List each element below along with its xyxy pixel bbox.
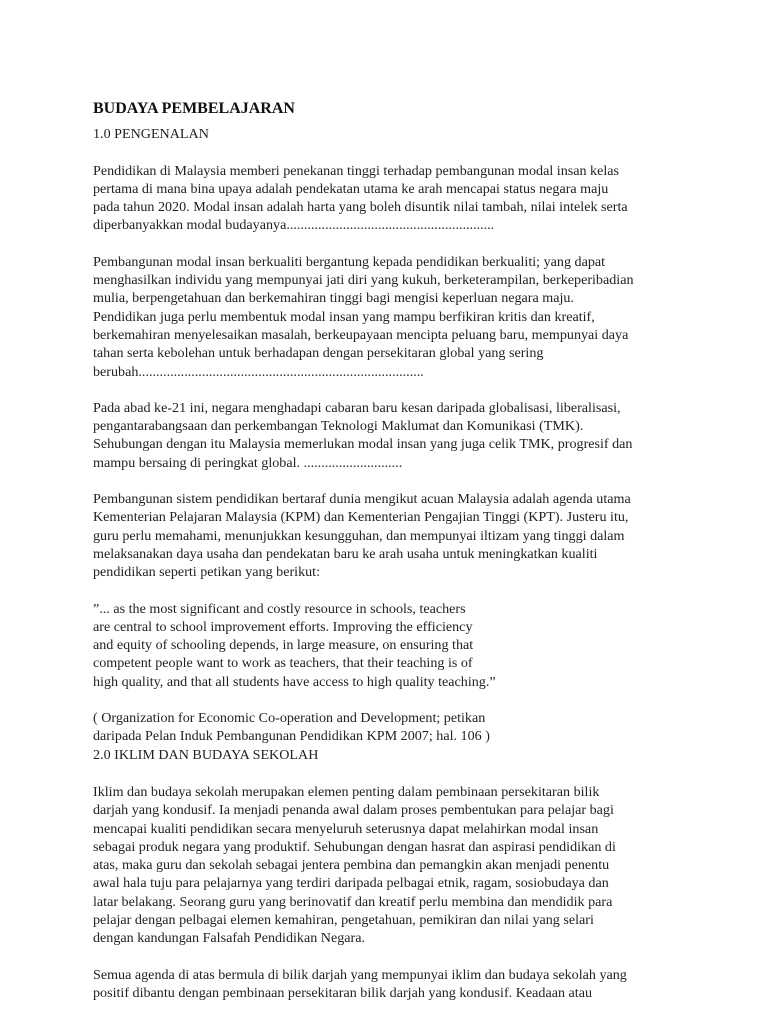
citation [93, 709, 693, 746]
paragraph-line: dengan kandungan Falsafah Pendidikan Negara. [93, 930, 365, 947]
paragraph-line: Iklim dan budaya sekolah merupakan elemen penting dalam pembinaan persekitaran bilik [93, 783, 600, 800]
paragraph-line: pelajar dengan pelbagai elemen kemahiran, pengetahuan, pemikiran dan nilai yang selari [93, 911, 594, 928]
paragraph-4 [93, 490, 693, 581]
paragraph-line: pendidikan seperti petikan yang berikut: [93, 564, 321, 581]
paragraph-line: Sehubungan dengan itu Malaysia memerlukan modal insan yang juga celik TMK, progresif dan [93, 436, 633, 453]
paragraph-line: awal hala tuju para pelajarnya yang terdiri daripada pelbagai etnik, ragam, sosiobudaya dan [93, 875, 609, 892]
citation-line: ( Organization for Economic Co-operation and Development; petikan [93, 710, 486, 727]
paragraph-3 [93, 399, 693, 472]
document-body [93, 100, 693, 1020]
paragraph-line: pertama di mana bina upaya adalah pendekatan utama ke arah mencapai status negara maju [93, 180, 609, 197]
paragraph-line: Pendidikan di Malaysia memberi penekanan tinggi terhadap pembangunan modal insan kelas [93, 162, 620, 179]
paragraph-line: mulia, berpengetahuan dan berkemahiran tinggi bagi mengisi keperluan negara maju. [93, 290, 574, 307]
paragraph-line: Pembangunan sistem pendidikan bertaraf dunia mengikut acuan Malaysia adalah agenda utama [93, 491, 631, 508]
paragraph-line: sebagai produk negara yang produktif. Sehubungan dengan hasrat dan aspirasi pendidikan di [93, 838, 616, 855]
section-heading-pengenalan: 1.0 PENGENALAN [93, 126, 209, 143]
paragraph-line: Kementerian Pelajaran Malaysia (KPM) dan Kementerian Pengajian Tinggi (KPT). Justeru itu, [93, 509, 629, 526]
paragraph-line: Pendidikan juga perlu membentuk modal insan yang mampu berfikiran kritis dan kreatif, [93, 308, 595, 325]
paragraph-line: mampu bersaing di peringkat global. ............................ [93, 454, 403, 471]
paragraph-line: melaksanakan daya usaha dan pendekatan baru ke arah usaha untuk meningkatkan kualiti [93, 545, 598, 562]
quote-line: and equity of schooling depends, in large measure, on ensuring that [93, 637, 474, 654]
paragraph-line: berubah................................................................................. [93, 363, 424, 380]
citation-line: daripada Pelan Induk Pembangunan Pendidikan KPM 2007; hal. 106 ) [93, 728, 490, 745]
quote-line: high quality, and that all students have access to high quality teaching.” [93, 673, 496, 690]
quote-line: competent people want to work as teachers, that their teaching is of [93, 655, 473, 672]
paragraph-line: Pada abad ke-21 ini, negara menghadapi cabaran baru kesan daripada globalisasi, liberalisasi, [93, 399, 621, 416]
paragraph-line: mencapai kualiti pendidikan secara menyeluruh seterusnya dapat melahirkan modal insan [93, 820, 599, 837]
paragraph-2 [93, 253, 693, 381]
paragraph-line: tahan serta kebolehan untuk berhadapan dengan persekitaran global yang sering [93, 345, 544, 362]
paragraph-line: atas, maka guru dan sekolah sebagai jentera pembina dan pemangkin akan menjadi penentu [93, 857, 610, 874]
paragraph-line: Pembangunan modal insan berkualiti bergantung kepada pendidikan berkualiti; yang dapat [93, 253, 606, 270]
paragraph-1 [93, 162, 693, 235]
paragraph-line: diperbanyakkan modal budayanya........................................................... [93, 217, 495, 234]
quote-line: ”... as the most significant and costly resource in schools, teachers [93, 600, 466, 617]
paragraph-line: darjah yang kondusif. Ia menjadi penanda awal dalam proses pembentukan para pelajar bagi [93, 802, 614, 819]
paragraph-line: berkemahiran menyelesaikan masalah, berkeupayaan mencipta peluang baru, mempunyai daya [93, 326, 629, 343]
paragraph-line: guru perlu memahami, menunjukkan kesungguhan, dan mempunyai iltizam yang tinggi dalam [93, 527, 625, 544]
paragraph-line: pengantarabangsaan dan perkembangan Teknologi Maklumat dan Komunikasi (TMK). [93, 418, 584, 435]
section-heading-iklim-budaya: 2.0 IKLIM DAN BUDAYA SEKOLAH [93, 746, 319, 763]
quotation [93, 600, 693, 691]
paragraph-line: Semua agenda di atas bermula di bilik darjah yang mempunyai iklim dan budaya sekolah yang [93, 966, 627, 983]
paragraph-line: menghasilkan individu yang mempunyai jati diri yang kukuh, berketerampilan, berkeperibadian [93, 272, 634, 289]
quote-line: are central to school improvement efforts. Improving the efficiency [93, 618, 473, 635]
paragraph-line: positif dibantu dengan pembinaan persekitaran bilik darjah yang kondusif. Keadaan atau [93, 984, 592, 1001]
paragraph-line: pada tahun 2020. Modal insan adalah harta yang boleh disuntik nilai tambah, nilai intelek serta [93, 199, 628, 216]
paragraph-6 [93, 966, 693, 1003]
document-title: BUDAYA PEMBELAJARAN [93, 100, 295, 117]
paragraph-line: latar belakang. Seorang guru yang berinovatif dan kreatif perlu membina dan mendidik para [93, 893, 613, 910]
paragraph-5 [93, 783, 693, 948]
